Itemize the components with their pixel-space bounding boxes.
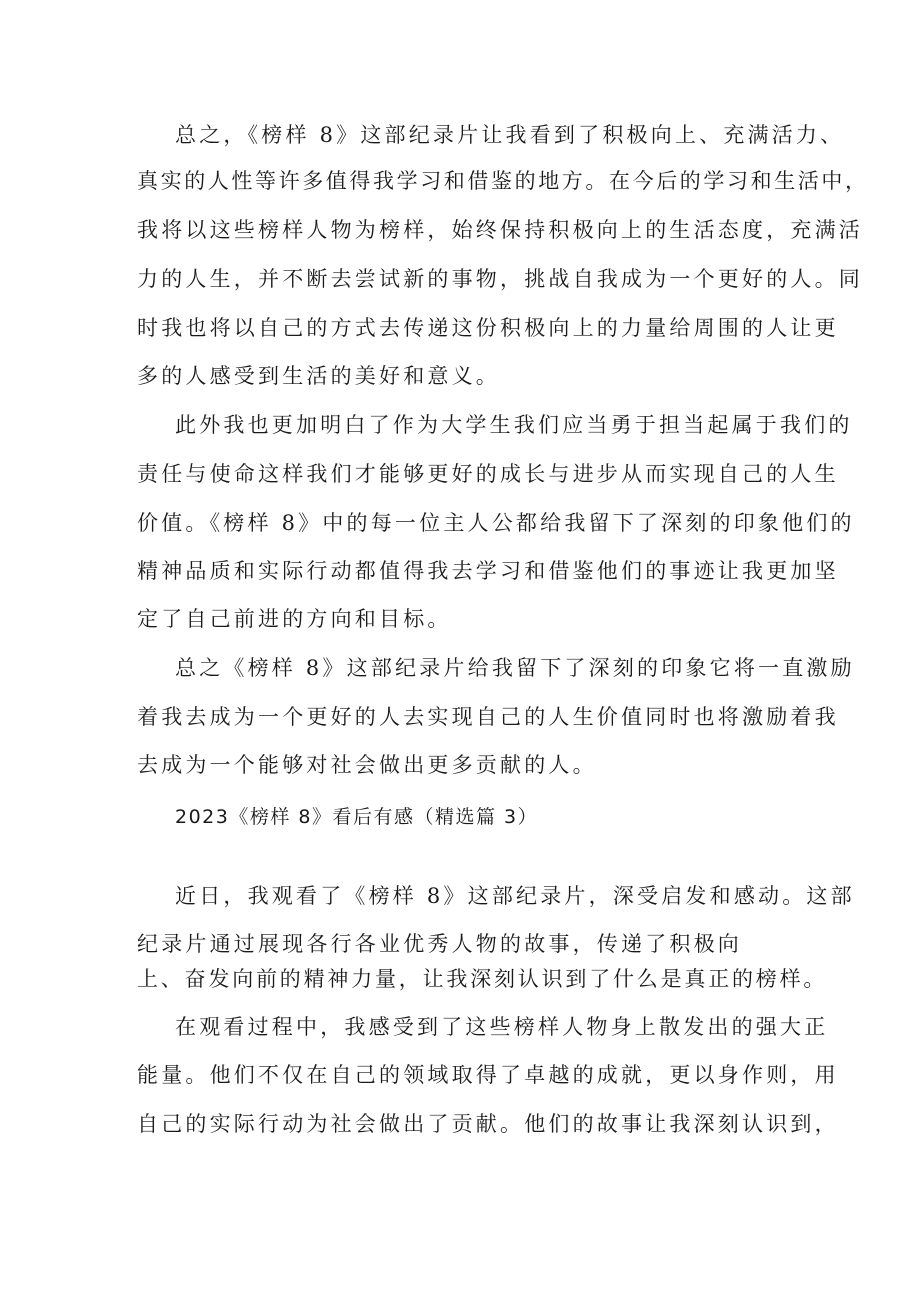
text-line: 近日，我观看了《榜样 8》这部纪录片，深受启发和感动。这部 [175,884,855,908]
text-line: 自己的实际行动为社会做出了贡献。他们的故事让我深刻认识到， [137,1112,839,1136]
text-line: 上、奋发向前的精神力量，让我深刻认识到了什么是真正的榜样。 [137,967,828,991]
section-heading: 2023《榜样 8》看后有感（精选篇 3） [175,806,539,828]
text-line: 着我去成为一个更好的人去实现自己的人生价值同时也将激励着我 [137,705,839,729]
text-line: 精神品质和实际行动都值得我去学习和借鉴他们的事迹让我更加坚 [137,559,839,583]
text-line: 纪录片通过展现各行各业优秀人物的故事，传递了积极向 [137,932,742,956]
text-line: 总之，《榜样 8》这部纪录片让我看到了积极向上、充满活力、 [175,123,845,147]
text-line: 在观看过程中，我感受到了这些榜样人物身上散发出的强大正 [175,1015,829,1039]
text-line: 总之《榜样 8》这部纪录片给我留下了深刻的印象它将一直激励 [175,656,855,680]
text-line: 去成为一个能够对社会做出更多贡献的人。 [137,753,597,777]
text-line: 此外我也更加明白了作为大学生我们应当勇于担当起属于我们的 [175,413,853,437]
text-line: 多的人感受到生活的美好和意义。 [137,364,500,388]
text-line: 价值。《榜样 8》中的每一位主人公都给我留下了深刻的印象他们的 [137,511,855,535]
text-line: 力的人生，并不断去尝试新的事物，挑战自我成为一个更好的人。同 [137,267,863,291]
text-line: 真实的人性等许多值得我学习和借鉴的地方。在今后的学习和生活中， [137,169,869,193]
text-line: 我将以这些榜样人物为榜样，始终保持积极向上的生活态度，充满活 [137,218,863,242]
text-line: 能量。他们不仅在自己的领域取得了卓越的成就，更以身作则，用 [137,1063,839,1087]
text-line: 时我也将以自己的方式去传递这份积极向上的力量给周围的人让更 [137,316,839,340]
text-line: 责任与使命这样我们才能够更好的成长与进步从而实现自己的人生 [137,462,839,486]
text-line: 定了自己前进的方向和目标。 [137,607,452,631]
